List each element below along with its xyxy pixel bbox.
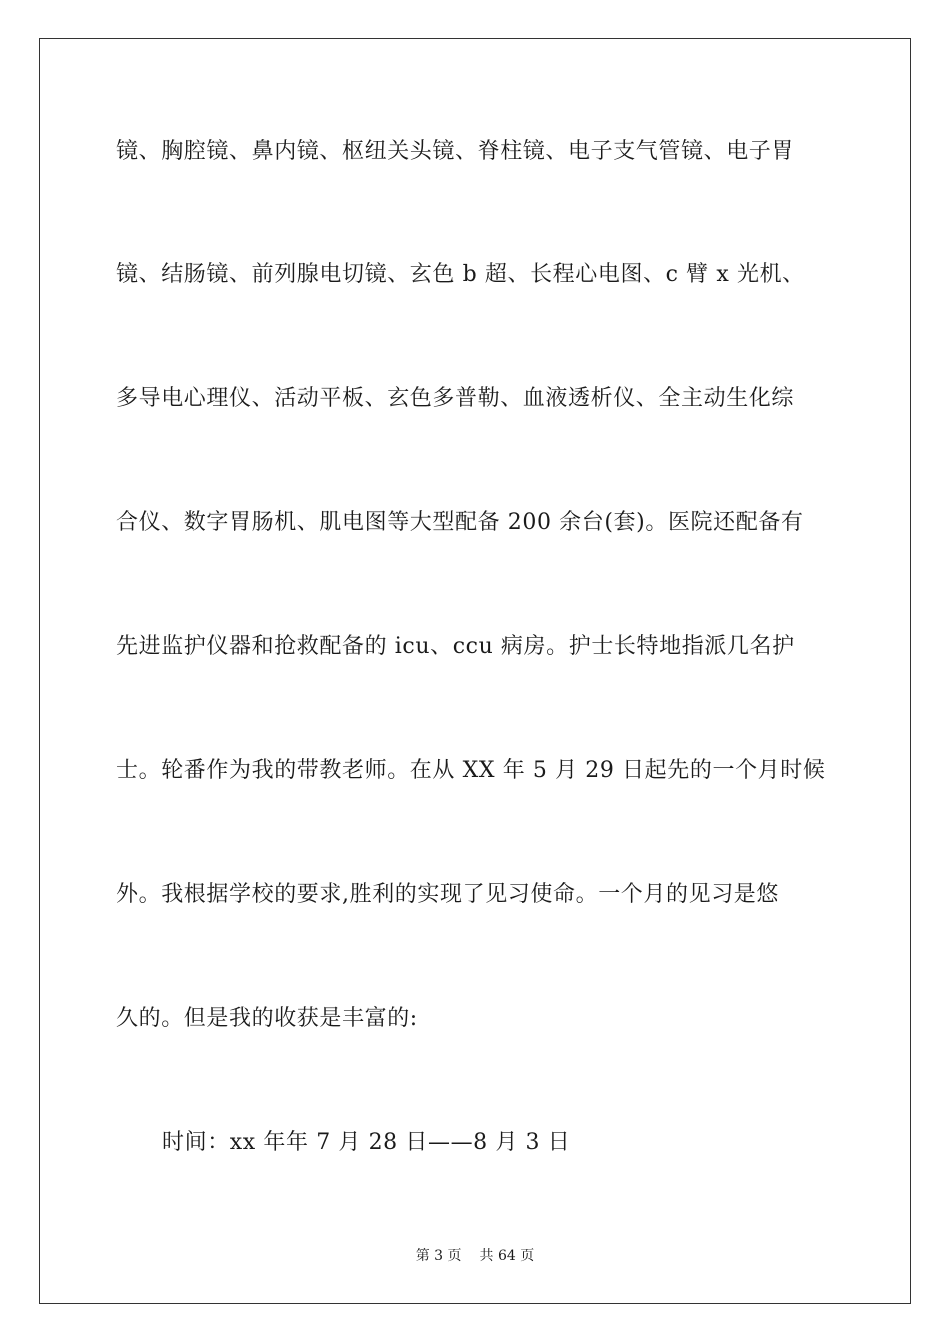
body-text-line: 先进监护仪器和抢救配备的 icu、ccu 病房。护士长特地指派几名护 (116, 634, 795, 659)
page-frame (39, 38, 911, 1304)
body-text-line: 合仪、数字胃肠机、肌电图等大型配备 200 余台(套)。医院还配备有 (116, 510, 804, 535)
page-number: 第 3 页 (415, 1248, 462, 1264)
body-text-line: 外。我根据学校的要求,胜利的实现了见习使命。一个月的见习是悠 (116, 882, 779, 907)
body-text-line: 久的。但是我的收获是丰富的: (116, 1006, 418, 1031)
body-text-line: 镜、结肠镜、前列腺电切镜、玄色 b 超、长程心电图、c 臂 x 光机、 (116, 262, 805, 287)
body-text-line: 多导电心理仪、活动平板、玄色多普勒、血液透析仪、全主动生化综 (116, 386, 795, 411)
page-footer (0, 1247, 950, 1265)
total-pages: 共 64 页 (479, 1248, 535, 1264)
date-range-line: 时间：xx 年年 7 月 28 日——8 月 3 日 (162, 1130, 571, 1155)
body-text-line: 士。轮番作为我的带教老师。在从 XX 年 5 月 29 日起先的一个月时候 (116, 758, 826, 783)
body-text-line: 镜、胸腔镜、鼻内镜、枢纽关头镜、脊柱镜、电子支气管镜、电子胃 (116, 139, 795, 164)
